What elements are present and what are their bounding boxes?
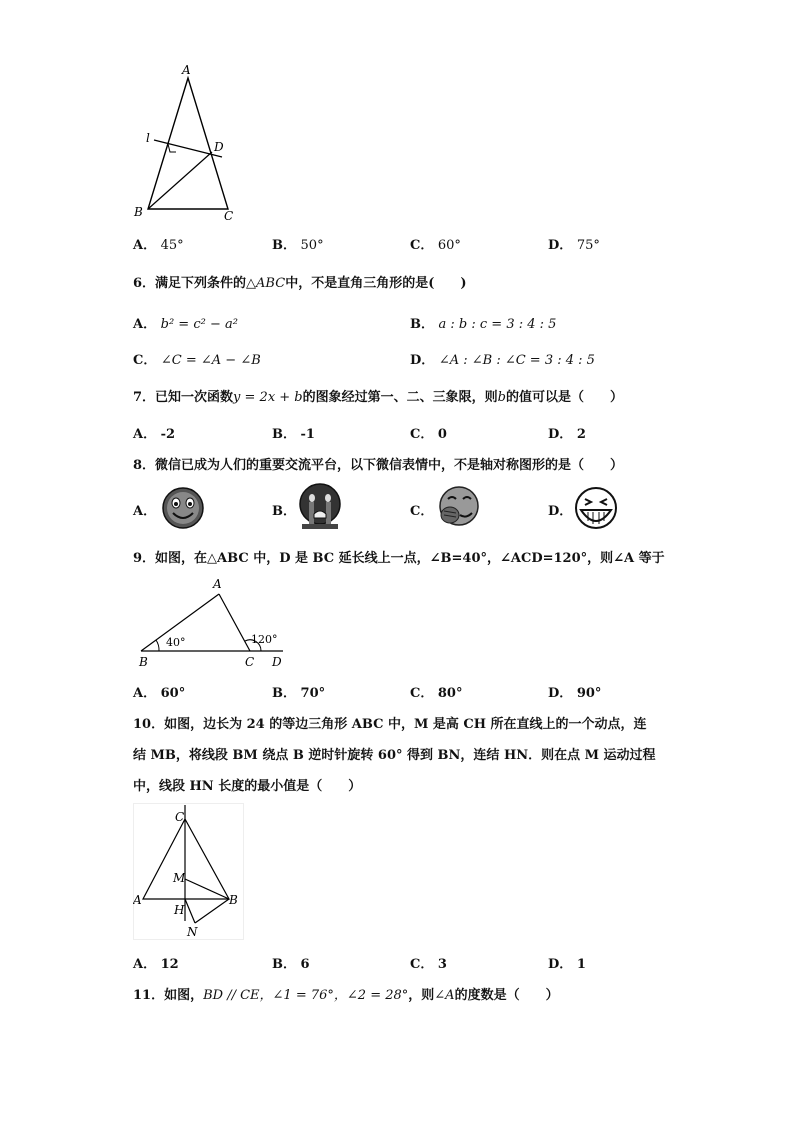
vertex-label-a: A — [133, 893, 142, 907]
option-q10-c[interactable]: C． 3 — [410, 957, 447, 972]
vertex-label-c: C — [245, 655, 255, 669]
smiley-face-icon — [160, 486, 206, 530]
option-q10-a[interactable]: A． 12 — [133, 957, 179, 972]
option-q5-d[interactable]: D． 75° — [548, 238, 600, 253]
option-q9-c[interactable]: C． 80° — [410, 686, 463, 701]
question-9-stem: 9．如图，在△ABC 中，D 是 BC 延长线上一点，∠B=40°，∠ACD=120°，则∠A 等于 — [133, 551, 665, 566]
question-10-stem-line1: 10．如图，边长为 24 的等边三角形 ABC 中，M 是高 CH 所在直线上的一个动点，连 — [133, 717, 647, 732]
figure-q5-triangle — [130, 62, 240, 222]
point-label-m: M — [173, 871, 186, 885]
vertex-label-a: A — [213, 577, 222, 591]
option-q8-a[interactable]: A． — [133, 504, 157, 519]
option-q7-b[interactable]: B． -1 — [272, 427, 315, 442]
vertex-label-b: B — [139, 655, 148, 669]
question-8-stem: 8．微信已成为人们的重要交流平台，以下微信表情中，不是轴对称图形的是（ ） — [133, 458, 624, 473]
question-10-stem-line2: 结 MB，将线段 BM 绕点 B 逆时针旋转 60° 得到 BN，连结 HN．则在点 M 运动过程 — [133, 748, 656, 763]
option-q5-c[interactable]: C． 60° — [410, 238, 461, 253]
vertex-label-a: A — [182, 63, 191, 77]
point-label-n: N — [187, 925, 198, 939]
line-label-l: l — [146, 131, 150, 145]
grinning-face-icon — [572, 486, 620, 532]
angle-acd-label: 120° — [251, 633, 278, 646]
question-10-stem-line3: 中，线段 HN 长度的最小值是（ ） — [133, 779, 362, 794]
point-label-h: H — [174, 903, 185, 917]
option-q7-a[interactable]: A． -2 — [133, 427, 176, 442]
figure-q9-triangle — [133, 574, 293, 672]
option-q5-a[interactable]: A． 45° — [133, 238, 184, 253]
option-q6-a[interactable]: A． b² = c² − a² — [133, 317, 238, 332]
angle-b-label: 40° — [166, 636, 186, 649]
vertex-label-c: C — [175, 810, 185, 824]
question-11-stem: 11．如图，BD // CE，∠1 = 76°，∠2 = 28°，则∠A的度数是（ ） — [133, 988, 559, 1003]
crying-face-icon — [296, 482, 344, 532]
vertex-label-b: B — [134, 205, 143, 219]
option-q6-c[interactable]: C． ∠C = ∠A − ∠B — [133, 353, 261, 368]
question-7-stem: 7．已知一次函数y = 2x + b的图象经过第一、二、三象限，则b的值可以是（ ） — [133, 390, 623, 405]
option-q6-b[interactable]: B． a : b : c = 3 : 4 : 5 — [410, 317, 557, 332]
option-q7-c[interactable]: C． 0 — [410, 427, 447, 442]
vertex-label-c: C — [224, 209, 234, 222]
option-q8-d[interactable]: D． — [548, 504, 573, 519]
option-q8-c[interactable]: C． — [410, 504, 434, 519]
question-6-stem: 6．满足下列条件的△ABC中，不是直角三角形的是( ) — [133, 276, 467, 291]
option-q10-d[interactable]: D． 1 — [548, 957, 586, 972]
vertex-label-b: B — [229, 893, 238, 907]
option-q5-b[interactable]: B． 50° — [272, 238, 324, 253]
figure-q10-equilateral-triangle — [133, 803, 245, 941]
covering-mouth-face-icon — [436, 485, 484, 531]
option-q6-d[interactable]: D． ∠A : ∠B : ∠C = 3 : 4 : 5 — [410, 353, 595, 368]
vertex-label-d: D — [214, 140, 224, 154]
option-q7-d[interactable]: D． 2 — [548, 427, 586, 442]
option-q8-b[interactable]: B． — [272, 504, 296, 519]
vertex-label-d: D — [272, 655, 282, 669]
option-q9-a[interactable]: A． 60° — [133, 686, 186, 701]
option-q9-d[interactable]: D． 90° — [548, 686, 602, 701]
option-q10-b[interactable]: B． 6 — [272, 957, 310, 972]
option-q9-b[interactable]: B． 70° — [272, 686, 326, 701]
